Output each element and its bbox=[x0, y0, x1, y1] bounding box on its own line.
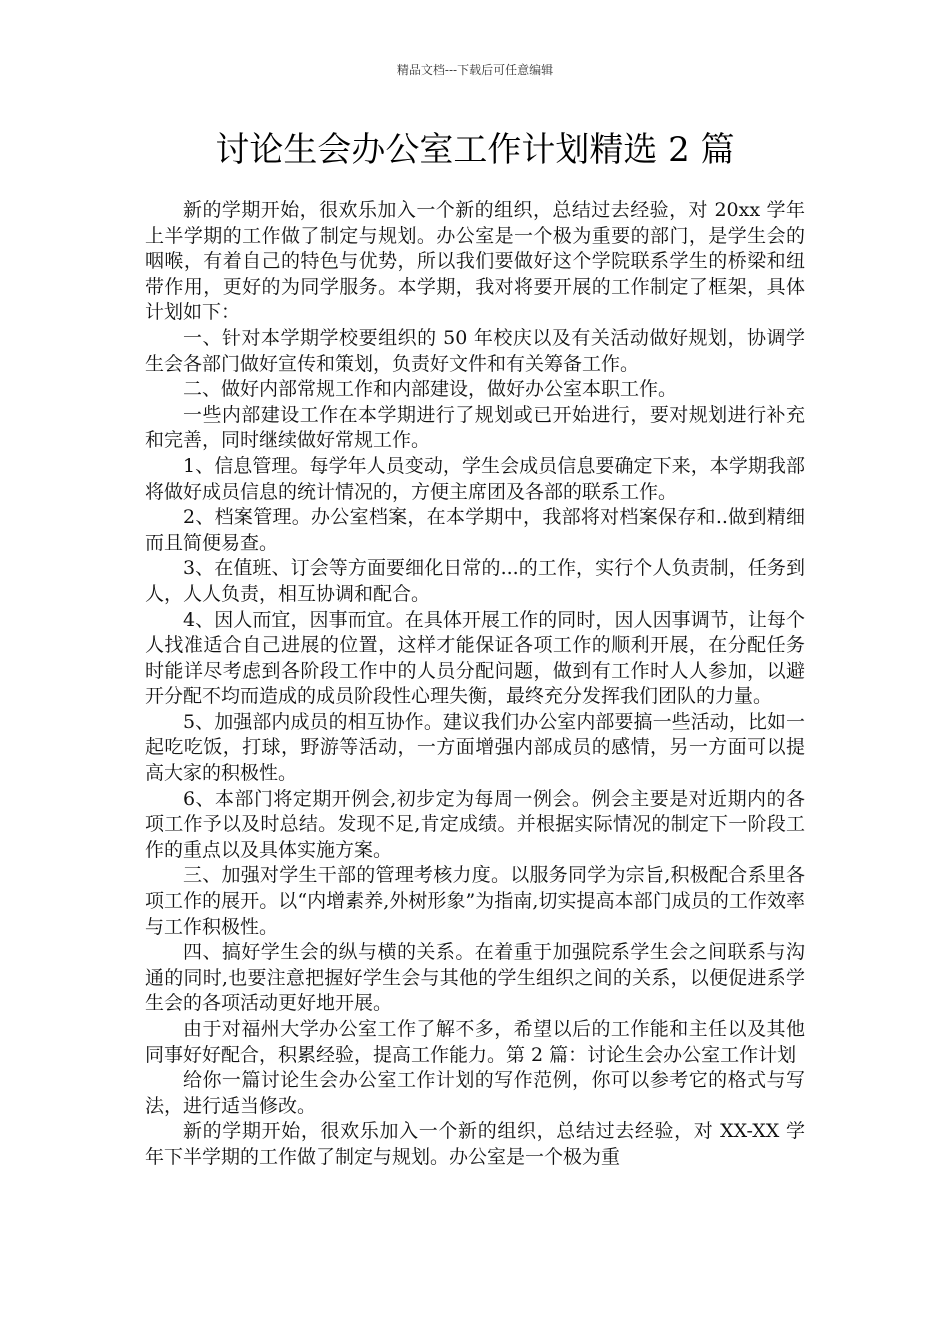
paragraph: 1、信息管理。每学年人员变动，学生会成员信息要确定下来，本学期我部将做好成员信息的统计情况的，方便主席团及各部的联系工作。 bbox=[145, 454, 805, 503]
paragraph: 6、本部门将定期开例会,初步定为每周一例会。例会主要是对近期内的各项工作予以及时总结。发现不足,肯定成绩。并根据实际情况的制定下一阶段工作的重点以及具体实施方案。 bbox=[145, 787, 805, 861]
paragraph: 一些内部建设工作在本学期进行了规划或已开始进行，要对规划进行补充和完善，同时继续做好常规工作。 bbox=[145, 403, 805, 452]
paragraph: 新的学期开始，很欢乐加入一个新的组织，总结过去经验，对 XX-XX 学年下半学期的工作做了制定与规划。办公室是一个极为重 bbox=[145, 1120, 805, 1168]
paragraph: 给你一篇讨论生会办公室工作计划的写作范例，你可以参考它的格式与写法，进行适当修改。 bbox=[145, 1069, 805, 1117]
paragraph: 由于对福州大学办公室工作了解不多，希望以后的工作能和主任以及其他同事好好配合，积累经验，提高工作能力。第 2 篇：讨论生会办公室工作计划 bbox=[145, 1018, 805, 1066]
paragraph: 一、针对本学期学校要组织的 50 年校庆以及有关活动做好规划，协调学生会各部门做好宣传和策划，负责好文件和有关筹备工作。 bbox=[145, 326, 805, 375]
paragraph: 新的学期开始，很欢乐加入一个新的组织，总结过去经验，对 20xx 学年上半学期的工作做了制定与规划。办公室是一个极为重要的部门，是学生会的咽喉，有着自己的特色与优势，所以我们要做好这个学院联系学生的桥梁和纽带作用，更好的为同学服务。本学期，我对将要开展的工作制定了框架，具体计划如下： bbox=[145, 199, 805, 324]
document-body bbox=[145, 198, 805, 1171]
paragraph: 四、搞好学生会的纵与横的关系。在着重于加强院系学生会之间联系与沟通的同时,也要注意把握好学生会与其他的学生组织之间的关系，以便促进系学生会的各项活动更好地开展。 bbox=[145, 941, 805, 1015]
paragraph: 5、加强部内成员的相互协作。建议我们办公室内部要搞一些活动，比如一起吃吃饭，打球，野游等活动，一方面增强内部成员的感情，另一方面可以提高大家的积极性。 bbox=[145, 710, 805, 785]
paragraph: 3、在值班、订会等方面要细化日常的...的工作，实行个人负责制，任务到人，人人负责，相互协调和配合。 bbox=[145, 557, 805, 605]
header-note: 精品文档---下载后可任意编辑 bbox=[396, 63, 554, 77]
paragraph: 三、加强对学生干部的管理考核力度。以服务同学为宗旨,积极配合系里各项工作的展开。以“内增素养,外树形象”为指南,切实提高本部门成员的工作效率与工作积极性。 bbox=[145, 864, 805, 938]
paragraph: 2、档案管理。办公室档案，在本学期中，我部将对档案保存和..做到精细而且简便易查。 bbox=[145, 506, 805, 554]
paragraph: 二、做好内部常规工作和内部建设，做好办公室本职工作。 bbox=[183, 378, 678, 401]
paragraph: 4、因人而宜，因事而宜。在具体开展工作的同时，因人因事调节，让每个人找准适合自己进展的位置，这样才能保证各项工作的顺利开展，在分配任务时能详尽考虑到各阶段工作中的人员分配问题，做到有工作时人人参加，以避开分配不均而造成的成员阶段性心理失衡，最终充分发挥我们团队的力量。 bbox=[145, 608, 805, 708]
document-title: 讨论生会办公室工作计划精选 2 篇 bbox=[215, 130, 735, 170]
